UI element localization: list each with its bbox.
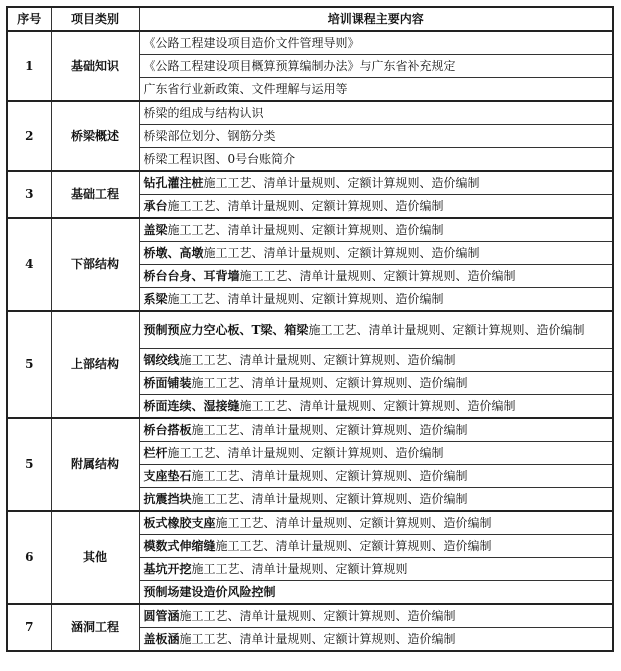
- course-topic: 板式橡胶支座: [143, 515, 216, 530]
- course-content: [139, 581, 613, 605]
- table-row: [7, 418, 613, 442]
- course-topic: 钢绞线: [143, 352, 180, 367]
- course-detail: 施工工艺、清单计量规则、定额计算规则、造价编制: [167, 222, 444, 237]
- table-row: [7, 511, 613, 535]
- course-detail: 施工工艺、清单计量规则、定额计算规则、造价编制: [167, 445, 444, 460]
- group-category: 涵洞工程: [51, 604, 139, 651]
- course-content: [139, 488, 613, 512]
- course-topic: 桥面连续、湿接缝: [143, 398, 240, 413]
- group-category: 其他: [51, 511, 139, 604]
- course-detail: 施工工艺、清单计量规则、定额计算规则、造价编制: [203, 245, 480, 260]
- course-topic: 预制预应力空心板、T梁、箱梁: [143, 322, 309, 337]
- course-content: [139, 55, 613, 78]
- course-detail: 施工工艺、清单计量规则、定额计算规则、造价编制: [191, 468, 468, 483]
- course-detail: 施工工艺、清单计量规则、定额计算规则、造价编制: [179, 631, 456, 646]
- group-category: 下部结构: [51, 218, 139, 311]
- table-body: [7, 31, 613, 651]
- course-content: [139, 604, 613, 628]
- course-content: [139, 288, 613, 312]
- table-row: [7, 311, 613, 349]
- course-detail: 施工工艺、清单计量规则、定额计算规则、造价编制: [191, 375, 468, 390]
- course-detail: 施工工艺、清单计量规则、定额计算规则、造价编制: [215, 515, 492, 530]
- course-content: [139, 418, 613, 442]
- group-category: 基础工程: [51, 171, 139, 218]
- course-content: [139, 125, 613, 148]
- course-topic: 圆管涵: [143, 608, 180, 623]
- course-content: [139, 395, 613, 419]
- course-detail: 施工工艺、清单计量规则、定额计算规则、造价编制: [203, 175, 480, 190]
- table-row: [7, 604, 613, 628]
- course-content: [139, 78, 613, 102]
- course-content: [139, 31, 613, 55]
- course-topic: 桥台台身、耳背墙: [143, 268, 240, 283]
- course-content: [139, 465, 613, 488]
- course-detail: 施工工艺、清单计量规则、定额计算规则、造价编制: [179, 352, 456, 367]
- course-topic: 系梁: [143, 291, 168, 306]
- course-topic: 桥墩、高墩: [143, 245, 204, 260]
- course-content: [139, 372, 613, 395]
- course-detail: 《公路工程建设项目造价文件管理导则》: [143, 35, 360, 50]
- course-detail: 桥梁的组成与结构认识: [143, 105, 264, 120]
- course-content: [139, 311, 613, 349]
- course-content: [139, 511, 613, 535]
- group-number: 7: [7, 604, 51, 651]
- group-number: 1: [7, 31, 51, 101]
- course-detail: 施工工艺、清单计量规则、定额计算规则、造价编制: [167, 198, 444, 213]
- table-row: [7, 171, 613, 195]
- course-topic: 模数式伸缩缝: [143, 538, 216, 553]
- course-topic: 桥面铺装: [143, 375, 192, 390]
- course-detail: 《公路工程建设项目概算预算编制办法》与广东省补充规定: [143, 58, 456, 73]
- course-content: [139, 442, 613, 465]
- course-detail: 施工工艺、清单计量规则、定额计算规则、造价编制: [239, 268, 516, 283]
- course-detail: 桥梁部位划分、钢筋分类: [143, 128, 276, 143]
- course-content: [139, 148, 613, 172]
- course-content: [139, 558, 613, 581]
- group-number: 5: [7, 418, 51, 511]
- header-category: 项目类别: [51, 7, 139, 31]
- course-topic: 承台: [143, 198, 168, 213]
- course-detail: 广东省行业新政策、文件理解与运用等: [143, 81, 348, 96]
- course-topic: 桥台搭板: [143, 422, 192, 437]
- group-category: 附属结构: [51, 418, 139, 511]
- course-topic: 支座垫石: [143, 468, 192, 483]
- course-content: [139, 628, 613, 652]
- course-topic: 盖板涵: [143, 631, 180, 646]
- course-topic: 盖梁: [143, 222, 168, 237]
- group-category: 基础知识: [51, 31, 139, 101]
- course-content: [139, 265, 613, 288]
- group-number: 6: [7, 511, 51, 604]
- course-detail: 施工工艺、清单计量规则、定额计算规则、造价编制: [215, 538, 492, 553]
- course-content: [139, 218, 613, 242]
- group-number: 5: [7, 311, 51, 418]
- table-row: [7, 31, 613, 55]
- course-content: [139, 242, 613, 265]
- course-content: [139, 535, 613, 558]
- group-number: 3: [7, 171, 51, 218]
- table-row: [7, 101, 613, 125]
- course-topic: 预制场建设造价风险控制: [143, 584, 276, 599]
- course-content: [139, 171, 613, 195]
- header-content: 培训课程主要内容: [139, 7, 613, 31]
- course-detail: 施工工艺、清单计量规则、定额计算规则、造价编制: [191, 491, 468, 506]
- course-topic: 钻孔灌注桩: [143, 175, 204, 190]
- header-no: 序号: [7, 7, 51, 31]
- course-topic: 基坑开挖: [143, 561, 192, 576]
- course-topic: 抗震挡块: [143, 491, 192, 506]
- course-detail: 施工工艺、清单计量规则、定额计算规则、造价编制: [239, 398, 516, 413]
- course-detail: 桥梁工程识图、0号台账简介: [143, 151, 296, 166]
- course-content: [139, 349, 613, 372]
- course-content: [139, 195, 613, 219]
- group-number: 4: [7, 218, 51, 311]
- course-detail: 施工工艺、清单计量规则、定额计算规则、造价编制: [179, 608, 456, 623]
- course-content: [139, 101, 613, 125]
- curriculum-table: [6, 6, 614, 652]
- course-detail: 施工工艺、清单计量规则、定额计算规则: [191, 561, 408, 576]
- table-row: [7, 218, 613, 242]
- course-detail: 施工工艺、清单计量规则、定额计算规则、造价编制: [167, 291, 444, 306]
- group-number: 2: [7, 101, 51, 171]
- course-detail: 施工工艺、清单计量规则、定额计算规则、造价编制: [191, 422, 468, 437]
- course-detail: 施工工艺、清单计量规则、定额计算规则、造价编制: [308, 322, 585, 337]
- group-category: 上部结构: [51, 311, 139, 418]
- course-topic: 栏杆: [143, 445, 168, 460]
- group-category: 桥梁概述: [51, 101, 139, 171]
- header-row: [7, 7, 613, 31]
